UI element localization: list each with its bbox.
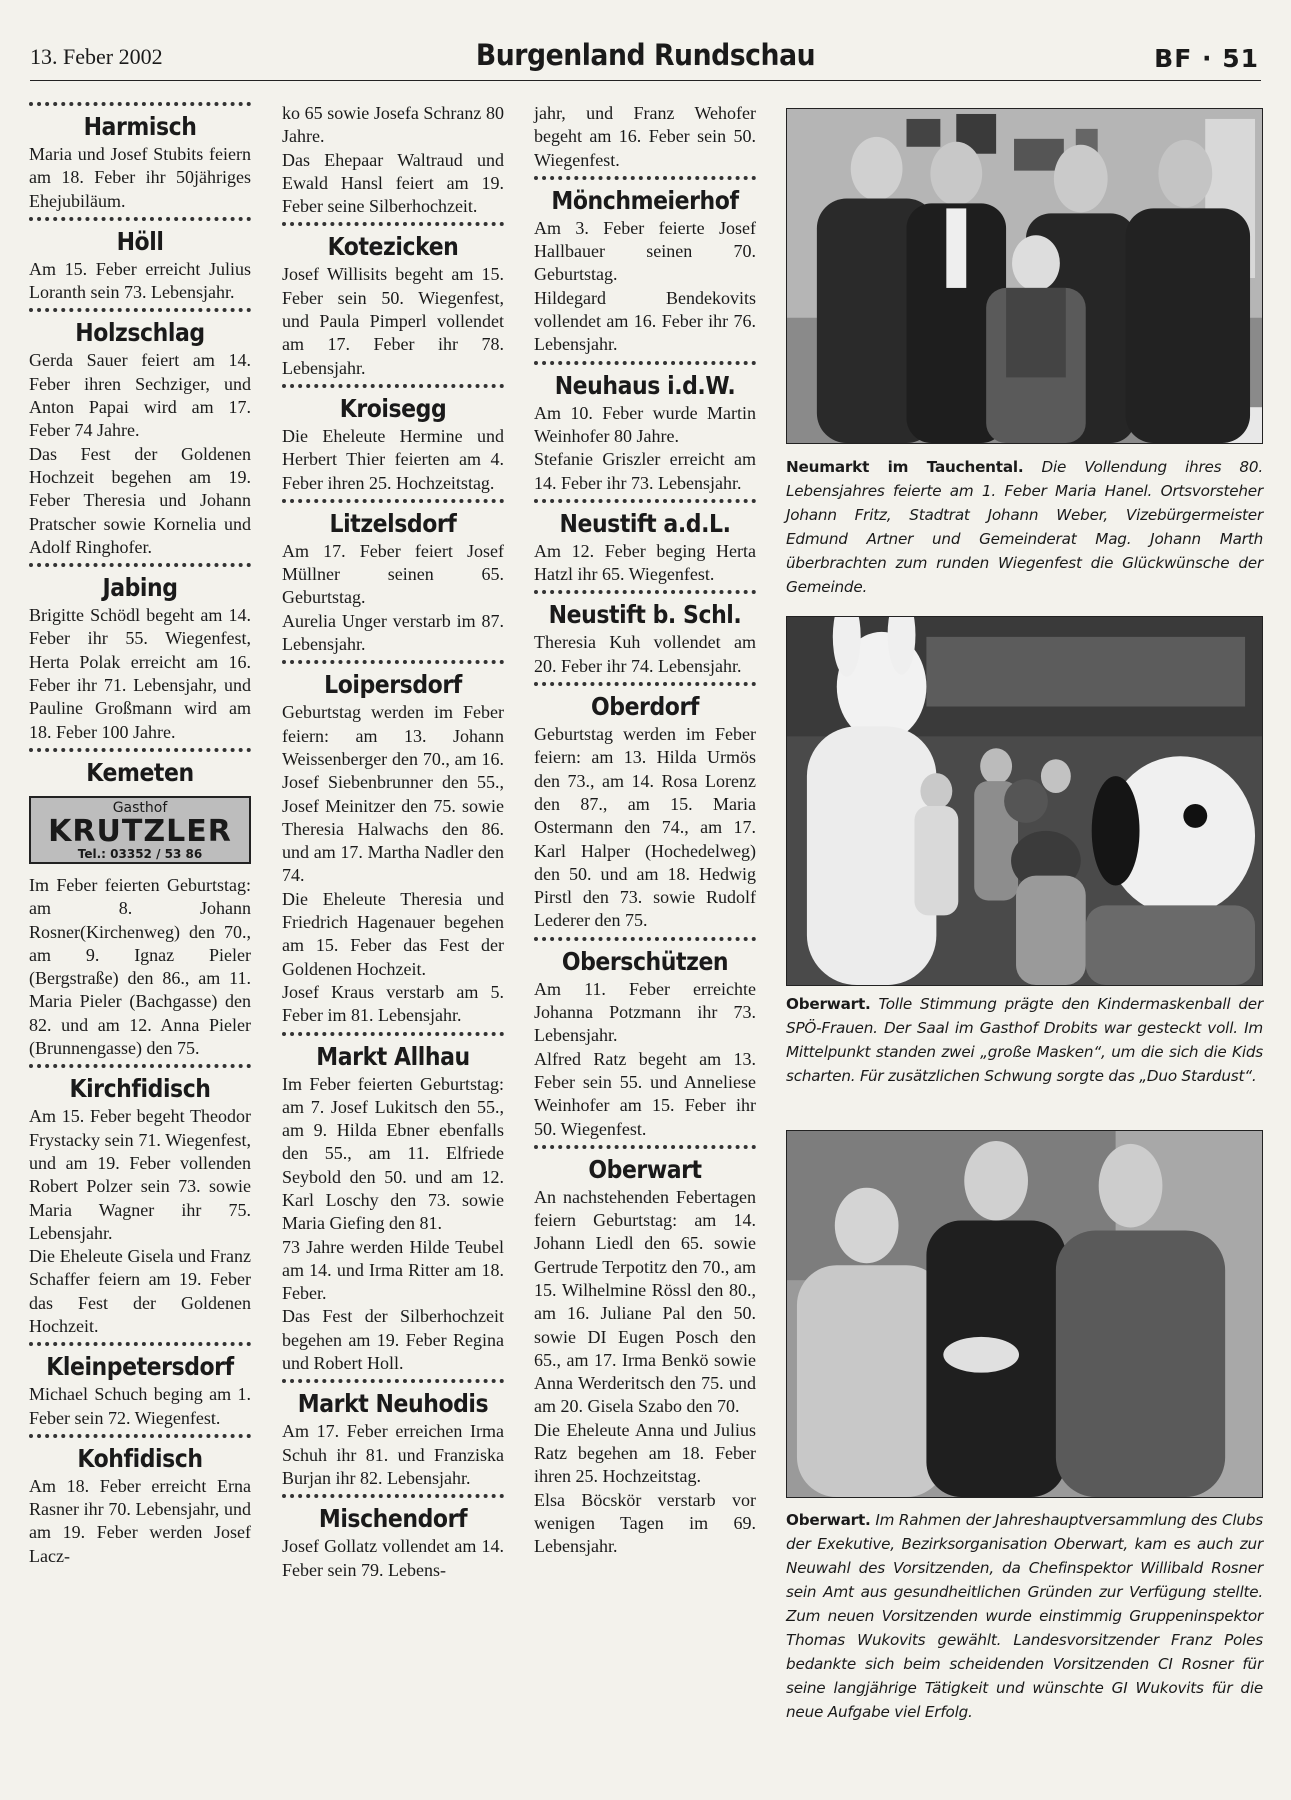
paragraph: Michael Schuch beging am 1. Feber sein 72. Wiegenfest.	[29, 1384, 251, 1428]
photo-caption	[786, 1508, 1263, 1724]
place-heading: Jabing	[102, 573, 178, 603]
dotted-divider	[534, 361, 756, 365]
paragraph: Das Ehepaar Waltraud und Ewald Hansl feiert am 19. Feber seine Silberhochzeit.	[282, 149, 504, 217]
column-1	[29, 102, 251, 1572]
paragraph: Am 18. Feber erreicht Erna Rasner ihr 70. Lebensjahr, und am 19. Feber werden Josef Lacz-	[29, 1475, 251, 1566]
caption-place: Oberwart.	[786, 1511, 871, 1529]
paragraph: Hildegard Bendekovits vollendet am 16. Feber ihr 76. Lebensjahr.	[534, 287, 756, 355]
section-kohfidisch-cont	[282, 102, 504, 218]
column-2	[282, 102, 504, 1586]
place-heading: Litzelsdorf	[329, 508, 457, 538]
dotted-divider	[534, 176, 756, 180]
paragraph: Die Eheleute Hermine und Herbert Thier feierten am 4. Feber ihren 25. Hochzeitstag.	[282, 425, 504, 493]
newspaper-title: Burgenland Rundschau	[475, 38, 816, 72]
paragraph: Am 3. Feber feierte Josef Hallbauer seinen 70. Geburtstag.	[534, 217, 756, 285]
paragraph: Am 17. Feber feiert Josef Müllner seinen 65. Geburtstag.	[282, 540, 504, 608]
ad-label: Gasthof	[112, 799, 168, 816]
dotted-divider	[534, 590, 756, 594]
dotted-divider	[29, 563, 251, 567]
section-oberschuetzen	[534, 937, 756, 1141]
column-3	[534, 102, 756, 1563]
section-oberwart	[534, 1145, 756, 1559]
photo-caption	[786, 992, 1263, 1088]
caption-text: Tolle Stimmung prägte den Kindermaskenball der SPÖ-Frauen. Der Saal im Gasthof Drobits war gesteckt voll. Im Mittelpunkt standen zwei „große Masken“, um die sich die Kids scharten. Für zusätzlichen Schwung sorgte das „Duo Stardust“.	[786, 995, 1263, 1085]
paragraph: Aurelia Unger verstarb im 87. Lebensjahr.	[282, 610, 504, 655]
place-heading: Markt Neuhodis	[297, 1389, 489, 1419]
dotted-divider	[29, 748, 251, 752]
dotted-divider	[29, 1064, 251, 1068]
dotted-divider	[29, 308, 251, 312]
dotted-divider	[534, 499, 756, 503]
section-holzschlag	[29, 308, 251, 559]
dotted-divider	[29, 217, 251, 221]
place-heading: Oberdorf	[591, 692, 699, 722]
paragraph: Brigitte Schödl begeht am 14. Feber ihr 55. Wiegenfest, Herta Polak erreicht am 16. Feber ihr 71. Lebensjahr, und Pauline Großmann wird am 18. Feber 100 Jahre.	[29, 605, 251, 742]
place-heading: Kohfidisch	[77, 1443, 203, 1473]
section-mischendorf	[282, 1494, 504, 1582]
paragraph: Die Eheleute Anna und Julius Ratz begehen am 18. Feber ihren 25. Hochzeitstag.	[534, 1419, 756, 1487]
section-kohfidisch	[29, 1434, 251, 1568]
section-kemeten	[29, 748, 251, 1060]
paragraph: Geburtstag werden im Feber feiern: am 13. Johann Weissenberger den 70., am 16. Josef Siebenbrunner den 55., Josef Meinitzer den 75. sowie Theresia Halwachs den 86. und am 17. Martha Nadler den 74.	[282, 702, 504, 886]
paragraph: Am 15. Feber erreicht Julius Loranth sein 73. Lebensjahr.	[29, 258, 251, 303]
paragraph: Theresia Kuh vollendet am 20. Feber ihr 74. Lebensjahr.	[534, 632, 756, 676]
ad-phone: Tel.: 03352 / 53 86	[77, 846, 203, 861]
section-kirchfidisch	[29, 1064, 251, 1338]
page-number: BF · 51	[1154, 44, 1259, 73]
dotted-divider	[534, 682, 756, 686]
paragraph: Stefanie Griszler erreicht am 14. Feber ihr 73. Lebensjahr.	[534, 449, 756, 493]
dotted-divider	[282, 1032, 504, 1036]
paragraph: Josef Gollatz vollendet am 14. Feber sein 79. Lebens-	[282, 1536, 504, 1580]
dotted-divider	[282, 660, 504, 664]
place-heading: Loipersdorf	[324, 670, 462, 700]
photo-caption	[786, 455, 1263, 599]
place-heading: Kirchfidisch	[69, 1074, 211, 1104]
paragraph: Das Fest der Silberhochzeit begehen am 19. Feber Regina und Robert Holl.	[282, 1306, 504, 1374]
paragraph: Das Fest der Goldenen Hochzeit begehen am 19. Feber Theresia und Johann Pratscher sowie Kornelia und Adolf Ringhofer.	[29, 443, 251, 557]
paragraph: Am 15. Feber begeht Theodor Frystacky sein 71. Wiegenfest, und am 19. Feber vollenden Robert Polzer sein 73. sowie Maria Wagner ihr 75. Lebensjahr.	[29, 1106, 251, 1243]
paragraph: Am 10. Feber wurde Martin Weinhofer 80 Jahre.	[534, 402, 756, 446]
paragraph: jahr, und Franz Wehofer begeht am 16. Feber sein 50. Wiegenfest.	[534, 103, 756, 170]
dotted-divider	[534, 1145, 756, 1149]
caption-place: Oberwart.	[786, 995, 871, 1013]
dotted-divider	[534, 937, 756, 941]
section-loipersdorf	[282, 660, 504, 1027]
dotted-divider	[29, 1434, 251, 1438]
section-markt-neuhodis	[282, 1379, 504, 1490]
section-kleinpetersdorf	[29, 1342, 251, 1430]
place-heading: Mönchmeierhof	[551, 185, 739, 215]
section-hoell	[29, 217, 251, 305]
paragraph: ko 65 sowie Josefa Schranz 80 Jahre.	[282, 103, 504, 147]
paragraph: 73 Jahre werden Hilde Teubel am 14. und Irma Ritter am 18. Feber.	[282, 1236, 504, 1304]
dotted-divider	[29, 1342, 251, 1346]
paragraph: Am 12. Feber beging Herta Hatzl ihr 65. Wiegenfest.	[534, 540, 756, 585]
place-heading: Neuhaus i.d.W.	[554, 370, 736, 400]
paragraph: Die Eheleute Theresia und Friedrich Hagenauer begehen am 15. Feber das Fest der Goldenen Hochzeit.	[282, 888, 504, 979]
header-rule	[30, 80, 1261, 81]
section-neuhaus	[534, 361, 756, 495]
section-moenchmeierhof	[534, 176, 756, 357]
paragraph: Alfred Ratz begeht am 13. Feber sein 55. und Anneliese Weinhofer am 15. Feber ihr 50. Wiegenfest.	[534, 1048, 756, 1139]
section-kroisegg	[282, 384, 504, 495]
section-neustift-adl	[534, 499, 756, 587]
place-heading: Oberwart	[588, 1154, 702, 1184]
photo-kindermaskenball	[786, 616, 1263, 986]
place-heading: Oberschützen	[561, 946, 729, 976]
paragraph: Die Eheleute Gisela und Franz Schaffer feiern am 19. Feber das Fest der Goldenen Hochzeit.	[29, 1246, 251, 1336]
section-kotezicken	[282, 222, 504, 379]
dotted-divider	[282, 384, 504, 388]
place-heading: Kroisegg	[339, 393, 447, 423]
section-harmisch	[29, 102, 251, 213]
place-heading: Kotezicken	[327, 232, 459, 262]
dotted-divider	[282, 499, 504, 503]
paragraph: Maria und Josef Stubits feiern am 18. Feber ihr 50jähriges Ehejubiläum.	[29, 144, 251, 211]
photo-club-exekutive	[786, 1130, 1263, 1498]
place-heading: Neustift a.d.L.	[559, 508, 731, 538]
caption-text: Im Rahmen der Jahreshauptversammlung des Clubs der Exekutive, Bezirksorganisation Oberwart, kam es auch zur Neuwahl des Vorsitzenden, da Chefinspektor Willibald Rosner sein Amt aus gesundheitlichen Gründen zur Verfügung stellte. Zum neuen Vorsitzenden wurde einstimmig Gruppeninspektor Thomas Wukovits gewählt. Landesvorsitzender Franz Poles bedankte sich beim scheidenden Vorsitzenden CI Rosner für seine langjährige Tätigkeit und wünschte GI Wukovits für die neue Aufgabe viel Erfolg.	[786, 1511, 1263, 1721]
photo-neumarkt-group	[786, 108, 1263, 444]
place-heading: Holzschlag	[75, 318, 205, 348]
issue-date: 13. Feber 2002	[30, 44, 163, 69]
paragraph: An nachstehenden Febertagen feiern Geburtstag: am 14. Johann Liedl den 65. sowie Gertrude Terpotitz den 70., am 15. Wilhelmine Rössl den 80., am 16. Juliane Pal den 50. sowie DI Eugen Posch den 65., am 17. Irma Benkö sowie Anna Werderitsch den 75. und am 20. Gisela Szabo den 70.	[534, 1186, 756, 1417]
place-heading: Kleinpetersdorf	[46, 1352, 234, 1382]
dotted-divider	[282, 1494, 504, 1498]
paragraph: Am 11. Feber erreichte Johanna Potzmann ihr 73. Lebensjahr.	[534, 978, 756, 1046]
ad-name: KRUTZLER	[48, 813, 232, 849]
section-oberdorf	[534, 682, 756, 933]
place-heading: Markt Allhau	[316, 1041, 470, 1071]
section-litzelsdorf	[282, 499, 504, 656]
caption-text: Die Vollendung ihres 80. Lebensjahres feierte am 1. Feber Maria Hanel. Ortsvorsteher Johann Fritz, Stadtrat Johann Weber, Vizebürgermeister Edmund Artner und Gemeinderat Mag. Johann Marth überbrachten zum runden Wiegenfest die Glückwünsche der Gemeinde.	[786, 458, 1263, 596]
paragraph: Im Feber feierten Geburtstag: am 7. Josef Lukitsch den 55., am 9. Hilda Ebner ebenfalls den 55., am 11. Elfriede Seybold den 50. und am 12. Karl Loschy den 73. sowie Maria Giefing den 81.	[282, 1073, 504, 1234]
place-heading: Höll	[116, 226, 164, 256]
gasthof-krutzler-ad	[29, 796, 251, 864]
paragraph: Am 17. Feber erreichen Irma Schuh ihr 81. und Franziska Burjan ihr 82. Lebensjahr.	[282, 1421, 504, 1488]
paragraph: Josef Willisits begeht am 15. Feber sein 50. Wiegenfest, und Paula Pimperl vollendet am 17. Feber ihr 78. Lebensjahr.	[282, 264, 504, 378]
place-heading: Neustift b. Schl.	[548, 600, 742, 630]
paragraph: Geburtstag werden im Feber feiern: am 13. Hilda Urmös den 73., am 14. Rosa Lorenz den 87., am 15. Maria Ostermann den 74., am 17. Karl Halper (Hochedelweg) den 50. und am 18. Hedwig Pirstl den 73. sowie Rudolf Lederer den 75.	[534, 724, 756, 931]
paragraph: Gerda Sauer feiert am 14. Feber ihren Sechziger, und Anton Papai wird am 17. Feber 74 Jahre.	[29, 350, 251, 441]
dotted-divider	[29, 102, 251, 106]
paragraph: Elsa Böcskör verstarb vor wenigen Tagen im 69. Lebensjahr.	[534, 1489, 756, 1557]
place-heading: Harmisch	[83, 112, 197, 141]
place-heading: Mischendorf	[318, 1504, 468, 1534]
caption-place: Neumarkt im Tauchental.	[786, 458, 1024, 476]
dotted-divider	[282, 222, 504, 226]
section-markt-allhau	[282, 1032, 504, 1376]
section-neustift-bschl	[534, 590, 756, 678]
dotted-divider	[282, 1379, 504, 1383]
place-heading: Kemeten	[86, 757, 194, 787]
section-jabing	[29, 563, 251, 744]
section-mischendorf-cont	[534, 102, 756, 172]
paragraph: Im Feber feierten Geburtstag: am 8. Johann Rosner(Kirchenweg) den 70., am 9. Ignaz Pieler (Bergstraße) den 86., am 11. Maria Pieler (Bachgasse) den 82. und am 12. Anna Pieler (Brunnengasse) den 75.	[29, 874, 251, 1059]
paragraph: Josef Kraus verstarb am 5. Feber im 81. Lebensjahr.	[282, 981, 504, 1026]
